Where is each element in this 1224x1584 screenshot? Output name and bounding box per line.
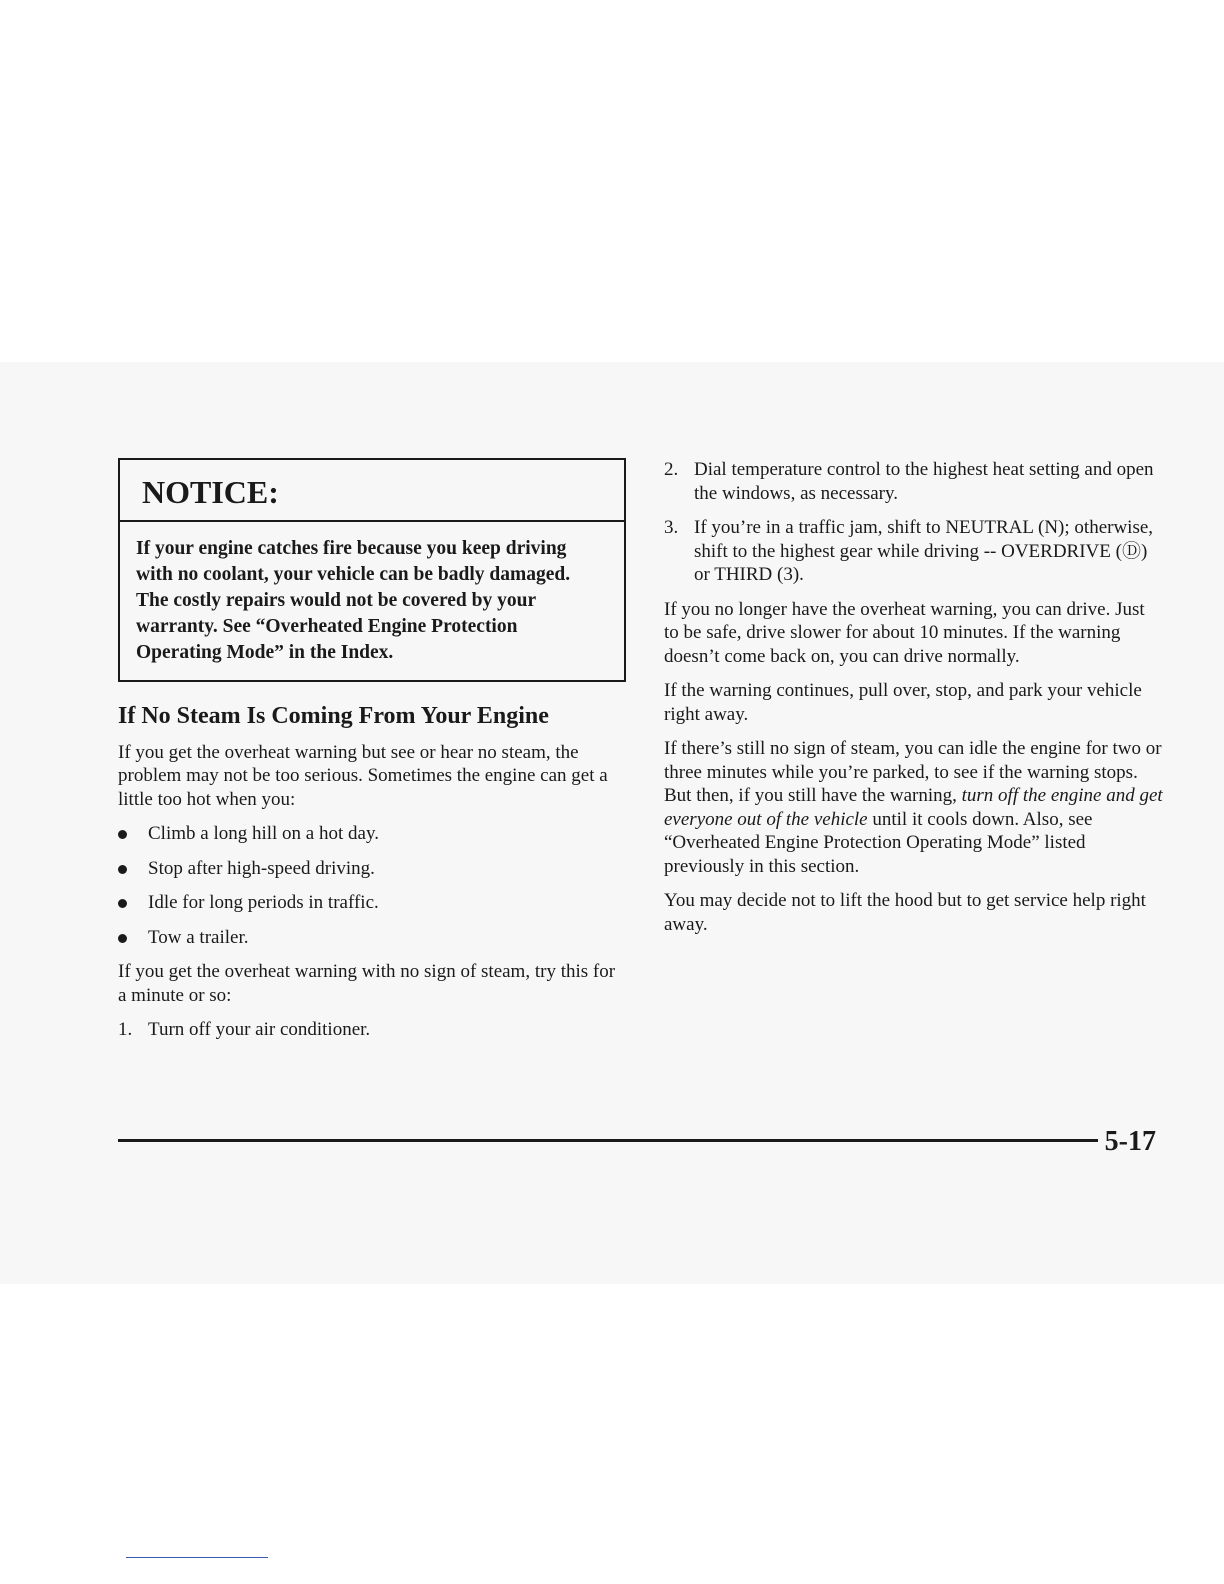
list-item: Tow a trailer. [118, 926, 626, 950]
notice-title: NOTICE: [120, 460, 624, 522]
step-item [664, 516, 1164, 587]
steps-list-right [664, 458, 1164, 587]
notice-body: If your engine catches fire because you keep driving with no coolant, your vehicle can be badly damaged. The costly repairs would not be covered by your warranty. See “Overheated Engine Protection Operating Mode” in the Index. [136, 538, 571, 664]
conditions-list [118, 822, 626, 949]
page-number: 5-17 [1104, 1126, 1156, 1157]
step-item [118, 1018, 626, 1042]
warning-continues-paragraph: If the warning continues, pull over, stop, and park your vehicle right away. [664, 680, 1142, 725]
right-column [664, 458, 1164, 947]
bullet-icon [118, 934, 127, 943]
service-paragraph: You may decide not to lift the hood but to get service help right away. [664, 890, 1146, 935]
emphasis-text: turn off the engine and get everyone out of the vehicle [664, 785, 1163, 830]
intro-paragraph: If you get the overheat warning but see or hear no steam, the problem may not be too serious. Sometimes the engine can get a little too hot when you: [118, 741, 608, 810]
list-item: Climb a long hill on a hot day. [118, 822, 626, 846]
step-number: 3. [664, 517, 679, 538]
bullet-icon [118, 830, 127, 839]
step-item [664, 458, 1164, 505]
step-number: 1. [118, 1019, 133, 1041]
bullet-icon [118, 899, 127, 908]
list-item: Idle for long periods in traffic. [118, 891, 626, 915]
left-column [118, 458, 626, 1053]
footer-rule [118, 1139, 1098, 1142]
bullet-icon [118, 865, 127, 874]
section-heading: If No Steam Is Coming From Your Engine [118, 703, 549, 730]
idle-engine-paragraph: If there’s still no sign of steam, you can idle the engine for two or three minutes while you’re parked, to see if the warning stops. But then, if you still have the warning, turn off the engine and get everyone out of the vehicle until it cools down. Also, see “Overheated Engine Protection Operating Mode” listed previously in this section. [664, 738, 1163, 877]
step-text: Dial temperature control to the highest heat setting and open the windows, as necessary. [694, 459, 1154, 504]
step-number: 2. [664, 459, 679, 480]
try-this-paragraph: If you get the overheat warning with no sign of steam, try this for a minute or so: [118, 961, 616, 1006]
step-text: If you’re in a traffic jam, shift to NEUTRAL (N); otherwise, shift to the highest gear while driving -- OVERDRIVE (Ⓓ) or THIRD (3). [694, 517, 1154, 585]
steps-list-left [118, 1018, 626, 1042]
list-item: Stop after high-speed driving. [118, 857, 626, 881]
warning-gone-paragraph: If you no longer have the overheat warning, you can drive. Just to be safe, drive slower for about 10 minutes. If the warning doesn’t come back on, you can drive normally. [664, 598, 1145, 667]
notice-box [118, 458, 626, 682]
bottom-divider [126, 1557, 268, 1558]
step-text: Turn off your air conditioner. [148, 1019, 371, 1041]
